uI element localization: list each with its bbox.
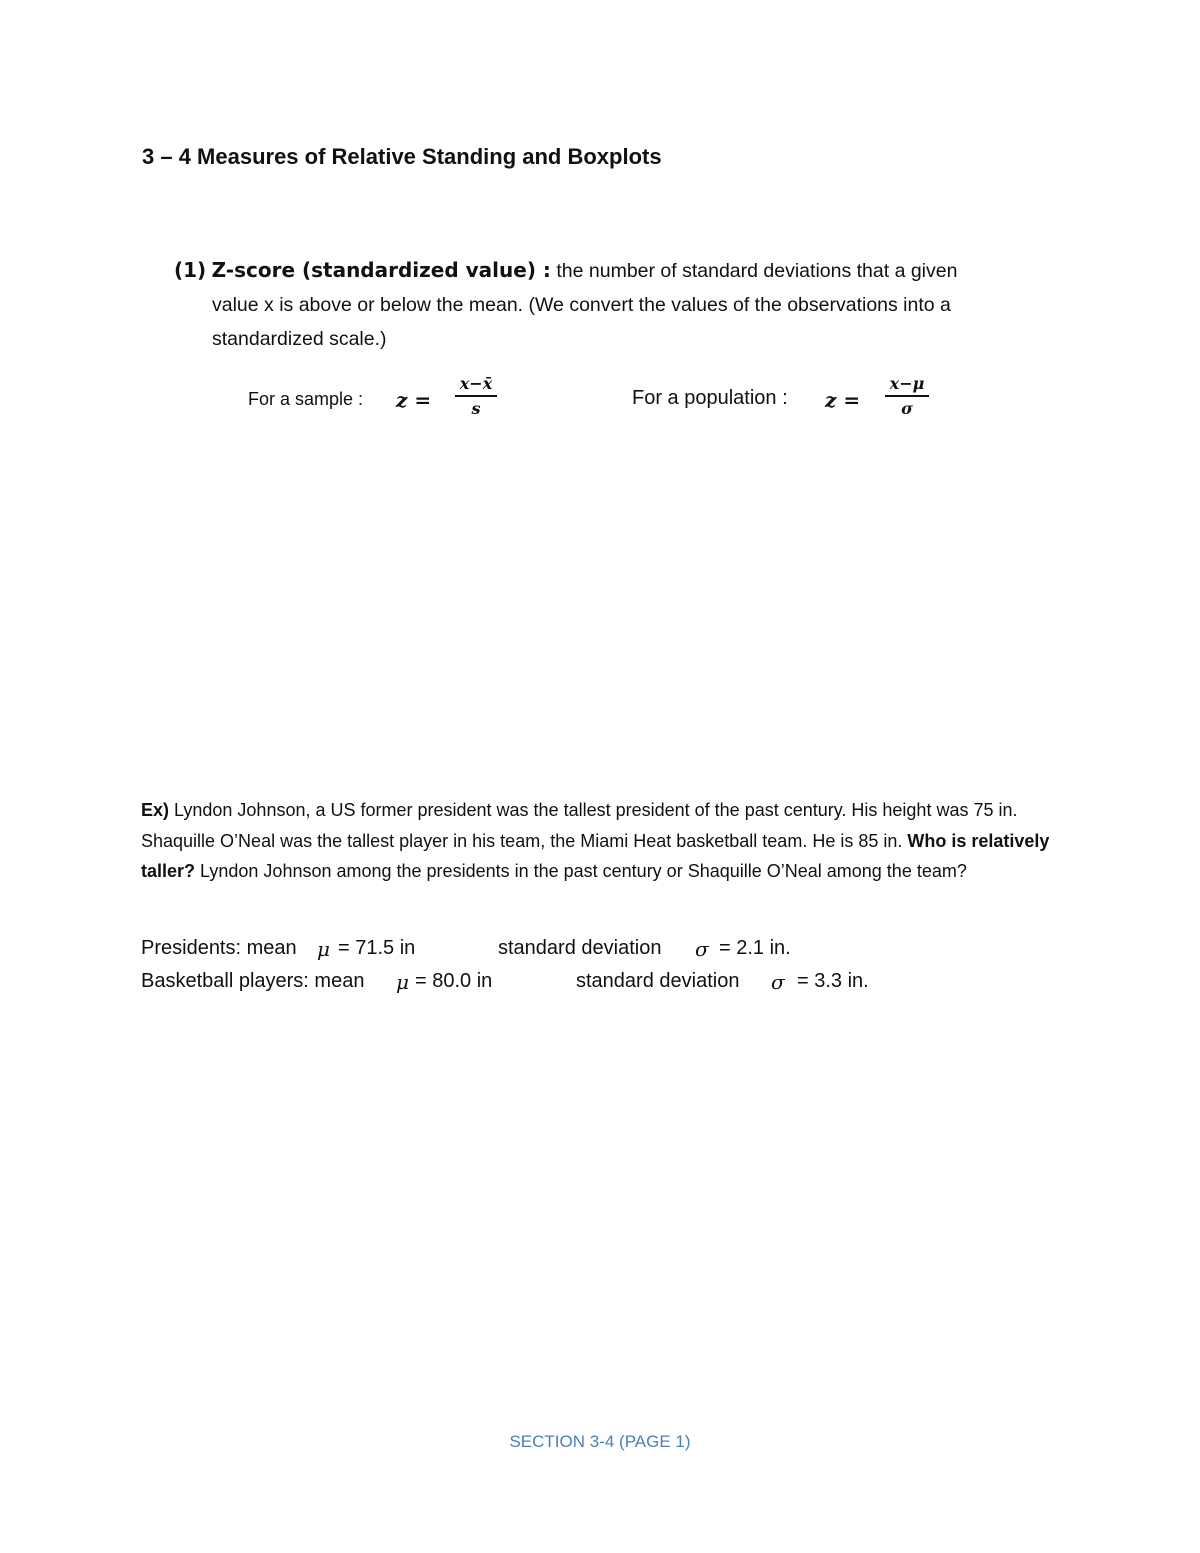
sigma-symbol: σ xyxy=(695,937,709,961)
basketball-mean-value: = 80.0 in xyxy=(415,970,493,992)
mu-symbol: μ xyxy=(396,970,409,994)
basketball-sd-value: = 3.3 in. xyxy=(797,970,869,992)
definition-text-line3: standardized scale.) xyxy=(212,328,387,350)
sample-formula-label: For a sample : xyxy=(248,389,364,409)
basketball-label: Basketball players: mean xyxy=(141,970,365,992)
definition-number: (1) xyxy=(174,258,207,282)
presidents-sd-label: standard deviation xyxy=(498,937,662,959)
population-formula-denominator: σ xyxy=(901,399,913,418)
presidents-mean-value: = 71.5 in xyxy=(338,937,416,959)
basketball-sd-label: standard deviation xyxy=(576,970,740,992)
mu-symbol: μ xyxy=(317,937,330,961)
zscore-definition xyxy=(174,253,1054,356)
definition-text-line1: the number of standard deviations that a given xyxy=(556,260,958,282)
example-prefix: Ex) xyxy=(141,800,170,820)
presidents-label: Presidents: mean xyxy=(141,937,297,959)
fraction-bar xyxy=(885,395,929,397)
fraction-bar xyxy=(455,395,497,397)
sample-formula-fraction xyxy=(455,374,497,419)
sample-formula-lhs: z = xyxy=(396,388,432,412)
definition-text-line2: value x is above or below the mean. (We convert the values of the observations into a xyxy=(212,294,951,316)
sample-formula-numerator: x−x̄ xyxy=(459,374,493,393)
definition-term: Z-score (standardized value) : xyxy=(211,258,551,282)
sample-formula-denominator: s xyxy=(471,399,481,418)
population-formula-fraction xyxy=(885,374,929,419)
example-text-continued: Lyndon Johnson among the presidents in the past century or Shaquille O’Neal among the team? xyxy=(200,861,967,881)
page-footer: SECTION 3-4 (PAGE 1) xyxy=(509,1432,691,1451)
presidents-sd-value: = 2.1 in. xyxy=(719,937,791,959)
population-formula-numerator: x−μ xyxy=(889,374,925,393)
sigma-symbol: σ xyxy=(771,970,785,994)
population-formula-lhs: z = xyxy=(825,388,861,412)
example-text: Lyndon Johnson, a US former president was the tallest president of the past century. His height was 75 in. Shaquille O’Neal was the tallest player in his team, the Miami Heat basketball team. He is 85 in. xyxy=(141,800,1018,851)
page-title: 3 – 4 Measures of Relative Standing and Boxplots xyxy=(142,144,662,169)
example-paragraph xyxy=(141,795,1061,887)
example-question: Who is relatively taller? xyxy=(141,830,1050,881)
population-formula-label: For a population : xyxy=(632,387,788,409)
